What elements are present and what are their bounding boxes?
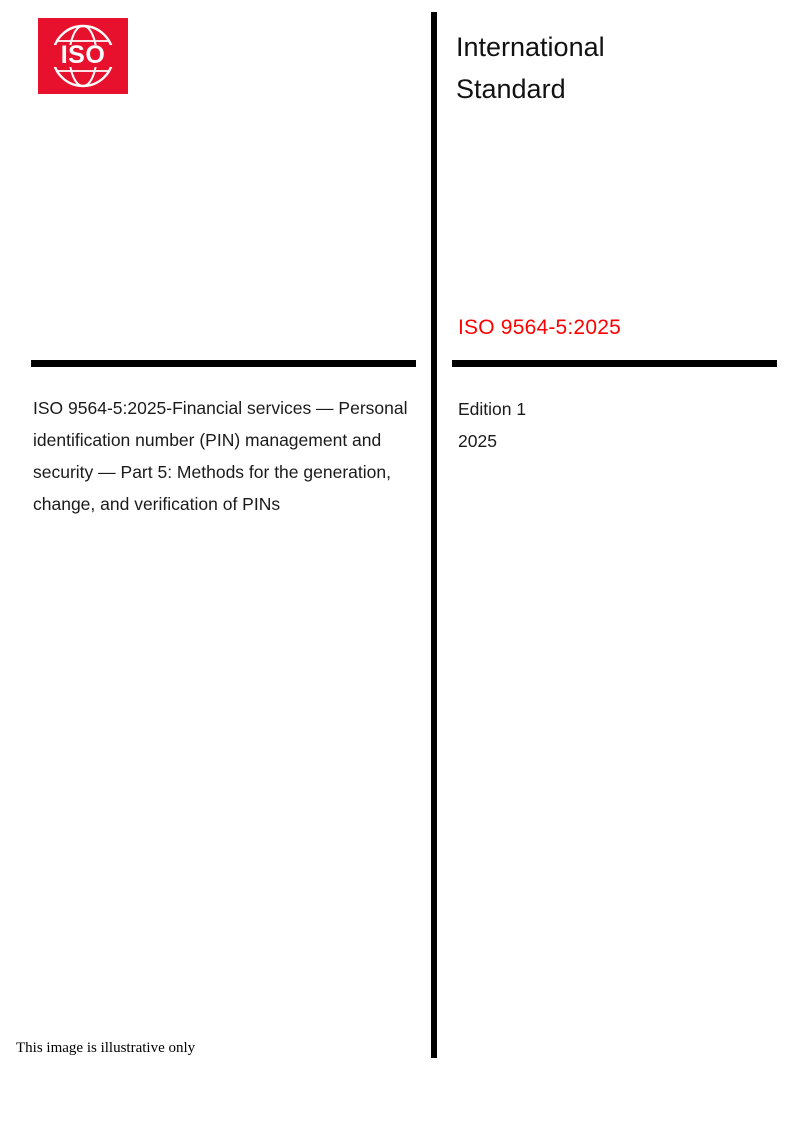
illustrative-note: This image is illustrative only [16,1040,196,1056]
edition-block [458,393,526,457]
edition-label: Edition 1 [458,399,527,419]
vertical-divider [431,12,437,1058]
document-type-line1: International [456,32,605,62]
iso-logo [38,18,128,94]
document-type-line2: Standard [456,74,566,104]
document-type [456,26,776,110]
horizontal-divider-left [31,360,416,367]
iso-logo-mark [41,21,125,91]
horizontal-divider-right [452,360,777,367]
page-title: ISO 9564-5:2025-Financial services — Personal identification number (PIN) management and security — Part 5: Methods for the generation, change, and verification of PINs [33,398,408,514]
document-number: ISO 9564-5:2025 [458,316,621,339]
edition-year: 2025 [458,431,497,451]
svg-text:ISO: ISO [60,41,106,69]
